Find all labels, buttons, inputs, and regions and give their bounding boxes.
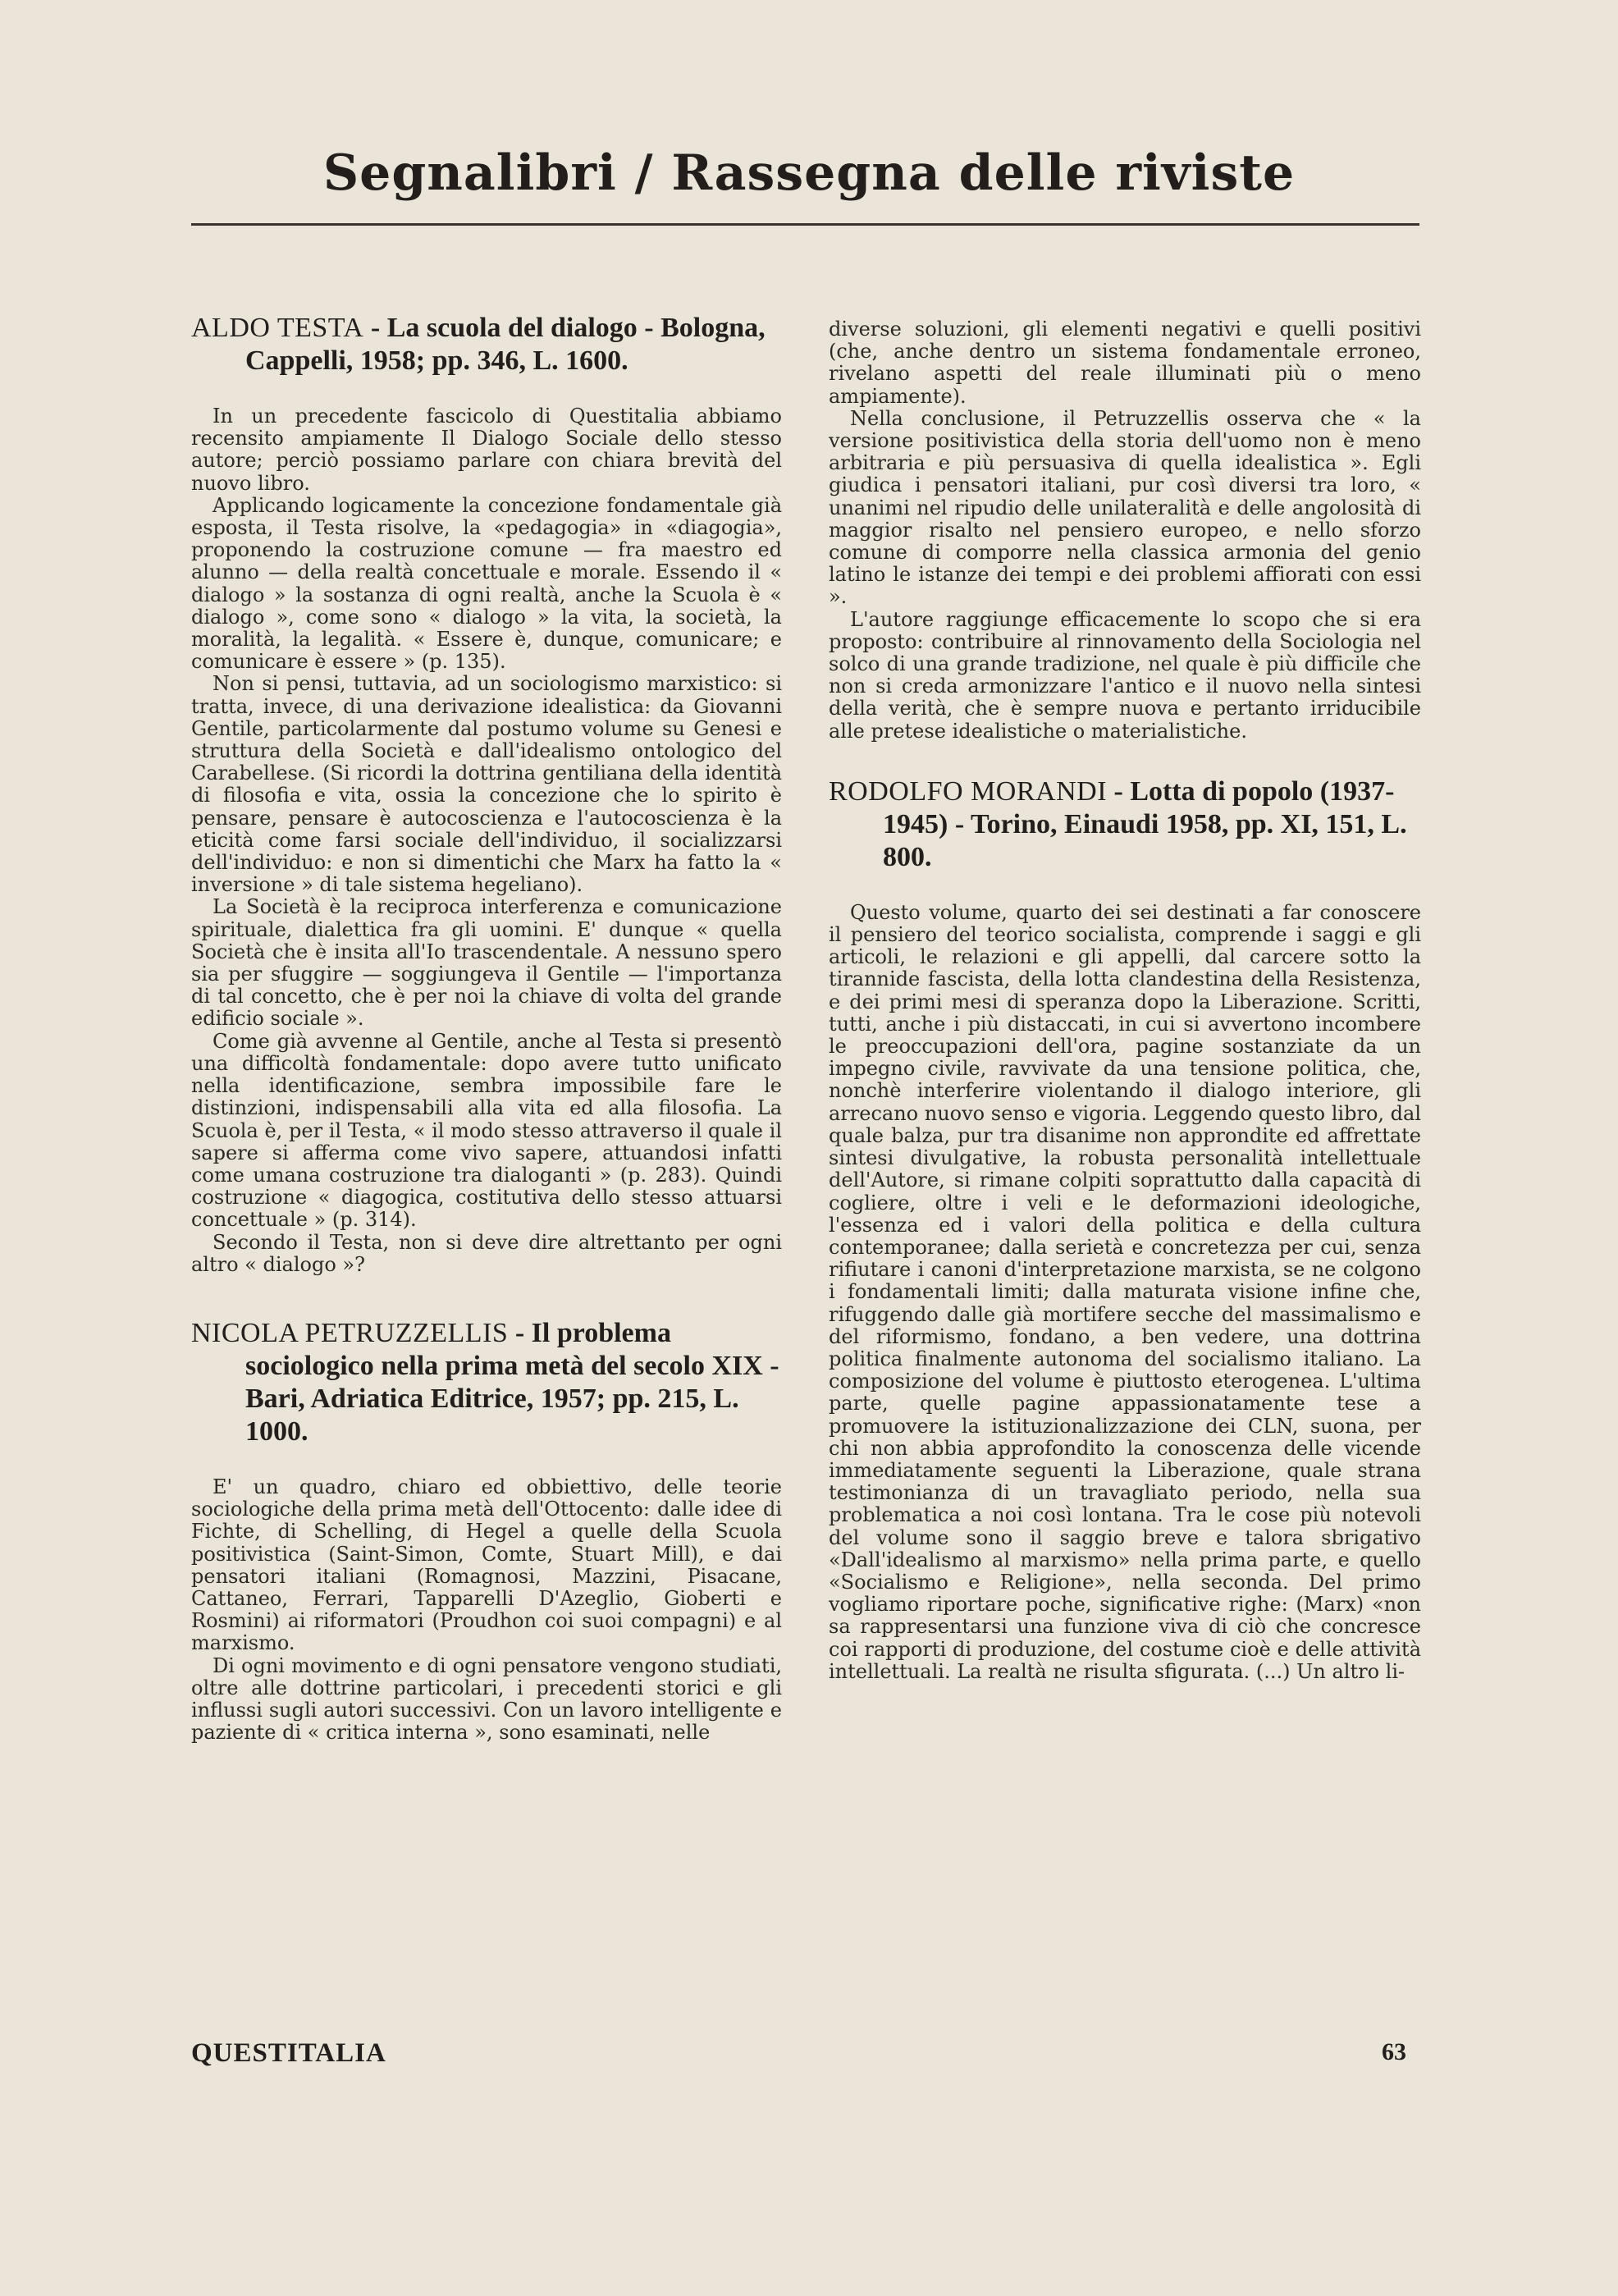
review-book-info: - Lotta di popolo (1937-1945) - Torino, Einaudi 1958, pp. XI, 151, L. 800.	[883, 775, 1407, 872]
paragraph: Come già avvenne al Gentile, anche al Testa si presentò una difficoltà fondamentale: dopo avere tutto unificato nella identificazione, sembra impossibile fare le distinzioni, indispensabili alla vita ed alla filosofia. La Scuola è, per il Testa, « il modo stesso attraverso il quale il sapere si afferma come vivo sapere, attuandosi infatti come umana costruzione tra dialoganti » (p. 283). Quindi costruzione « diagogica, costitutiva dello stesso attuarsi concettuale » (p. 314).	[191, 1029, 782, 1232]
review-heading-testa	[191, 312, 782, 377]
review-author: NICOLA PETRUZZELLIS	[191, 1317, 509, 1348]
review-book-info: - La scuola del dialogo - Bologna, Cappelli, 1958; pp. 346, L. 1600.	[245, 313, 766, 376]
paragraph: Nella conclusione, il Petruzzellis osserva che « la versione positivistica della storia dell'uomo non è meno arbitraria e più persuasiva di quella idealistica ». Egli giudica i pensatori italiani, pur così diversi tra loro, « unanimi nel ripudio delle unilateralità e delle angolosità di maggior risalto nel pensiero europeo, e nello sforzo comune di comporre nella classica armonia del genio latino le istanze dei tempi e dei problemi affiorati con essi ».	[829, 406, 1421, 609]
page-number: 63	[1382, 2038, 1406, 2065]
paragraph: La Società è la reciproca interferenza e comunicazione spirituale, dialettica fra gli uomini. E' dunque « quella Società che è insita all'Io trascendentale. A nessuno spero sia per sfuggire — soggiungeva il Gentile — l'importanza di tal concetto, che è per noi la chiave di volta del grande edificio sociale ».	[191, 895, 782, 1031]
page-title: Segnalibri / Rassegna delle riviste	[322, 144, 1296, 202]
paragraph: Applicando logicamente la concezione fondamentale già esposta, il Testa risolve, la «pedagogia» in «diagogia», proponendo la costruzione comune — fra maestro ed alunno — della realtà concettuale e morale. Essendo il « dialogo » la sostanza di ogni realtà, anche la Scuola è « dialogo », come sono « dialogo » la vita, la società, la moralità, la legalità. « Essere è, dunque, comunicare; e comunicare è essere » (p. 135).	[191, 493, 782, 674]
review-book-info: - Il problema sociologico nella prima metà del secolo XIX - Bari, Adriatica Editrice, 1957; pp. 215, L. 1000.	[245, 1317, 779, 1447]
paragraph: In un precedente fascicolo di Questitalia abbiamo recensito ampiamente Il Dialogo Sociale dello stesso autore; perciò possiamo parlare con chiara brevità del nuovo libro.	[191, 405, 782, 495]
paragraph: L'autore raggiunge efficacemente lo scopo che si era proposto: contribuire al rinnovamento della Sociologia nel solco di una grande tradizione, nel quale è più difficile che non si creda armonizzare l'antico e il nuovo nella sintesi della verità, che è sempre nuova e pertanto irriducibile alle pretese idealistiche o materialistiche.	[829, 607, 1421, 743]
left-column	[191, 312, 782, 1744]
paragraph: Non si pensi, tuttavia, ad un sociologismo marxistico: si tratta, invece, di una derivazione idealistica: da Giovanni Gentile, particolarmente dal postumo volume su Genesi e struttura della Società e dall'idealismo ontologico del Carabellese. (Si ricordi la dottrina gentiliana della identità di filosofia e vita, ossia la concezione che lo spirito è pensare, pensare è autocoscienza e l'autocoscienza è la eticità come farsi sociale dell'individuo, il socializzarsi dell'individuo: e non si dimentichi che Marx ha fatto la « inversione » di tale sistema hegeliano).	[191, 672, 782, 897]
review-heading-morandi	[829, 775, 1421, 874]
review-heading-petruzzellis	[191, 1317, 782, 1448]
review-author: ALDO TESTA	[191, 313, 364, 343]
right-column	[829, 318, 1421, 1683]
magazine-name: QUESTITALIA	[191, 2038, 386, 2068]
header-rule	[191, 223, 1419, 226]
review-author: RODOLFO MORANDI	[829, 775, 1108, 807]
paragraph: diverse soluzioni, gli elementi negativi e quelli positivi (che, anche dentro un sistema fondamentale erroneo, rivelano aspetti del reale illuminati più o meno ampiamente).	[829, 318, 1421, 408]
paragraph: Questo volume, quarto dei sei destinati a far conoscere il pensiero del teorico socialista, comprende i saggi e gli articoli, le relazioni e gli appelli, dal carcere sotto la tirannide fascista, della lotta clandestina della Resistenza, e dei primi mesi di speranza dopo la Liberazione. Scritti, tutti, anche i più distaccati, in cui si avvertono incombere le preoccupazioni dell'ora, pagine sostanziate da un impegno civile, ravvivate da una tensione politica, che, nonchè interferire violentando il dialogo interiore, gli arrecano nuovo senso e vigoria. Leggendo questo libro, dal quale balza, pur tra disanime non approndite ed affrettate sintesi divulgative, la robusta personalità intellettuale dell'Autore, si rimane colpiti soprattutto dalla capacità di cogliere, oltre i veli e le deformazioni ideologiche, l'essenza ed i valori della politica e della cultura contemporanee; dalla serietà e concretezza per cui, senza rifiutare i canoni d'interpretazione marxista, se ne colgono i fondamentali limiti; dalla maturata visione infine che, rifuggendo dalle già mortifere secche del massimalismo e del riformismo, fondano, a ben vedere, una dottrina politica finalmente autonoma del socialismo italiano. La composizione del volume è piuttosto eterogenea. L'ultima parte, quelle pagine appassionatamente tese a promuovere la istituzionalizzazione dei CLN, suona, per chi non abbia approfondito la conoscenza delle vicende immediatamente seguenti la Liberazione, quale strana testimonianza di un travagliato periodo, nella sua problematica a noi così lontana. Tra le cose più notevoli del volume sono il saggio breve e talora sbrigativo «Dall'idealismo al marxismo» nella prima parte, e quello «Socialismo e Religione», nella seconda. Del primo vogliamo riportare poche, significative righe: (Marx) «non sa rappresentarsi una funzione viva di ciò che concresce coi rapporti di produzione, del costume cioè e delle attività intellettuali. La realtà ne risulta sfigurata. (...) Un altro li-	[829, 900, 1421, 1683]
paragraph: Secondo il Testa, non si deve dire altrettanto per ogni altro « dialogo »?	[191, 1230, 782, 1276]
spacer	[191, 1276, 782, 1317]
paragraph: E' un quadro, chiaro ed obbiettivo, delle teorie sociologiche della prima metà dell'Ottocento: dalle idee di Fichte, di Schelling, di Hegel a quelle della Scuola positivistica (Saint-Simon, Comte, Stuart Mill), e dai pensatori italiani (Romagnosi, Mazzini, Pisacane, Cattaneo, Ferrari, Tapparelli D'Azeglio, Gioberti e Rosmini) ai riformatori (Proudhon coi suoi compagni) e al marxismo.	[191, 1475, 782, 1655]
spacer	[829, 743, 1421, 775]
paragraph: Di ogni movimento e di ogni pensatore vengono studiati, oltre alle dottrine particolari, i precedenti storici e gli influssi sugli autori successivi. Con un lavoro intelligente e paziente di « critica interna », sono esaminati, nelle	[191, 1653, 782, 1745]
